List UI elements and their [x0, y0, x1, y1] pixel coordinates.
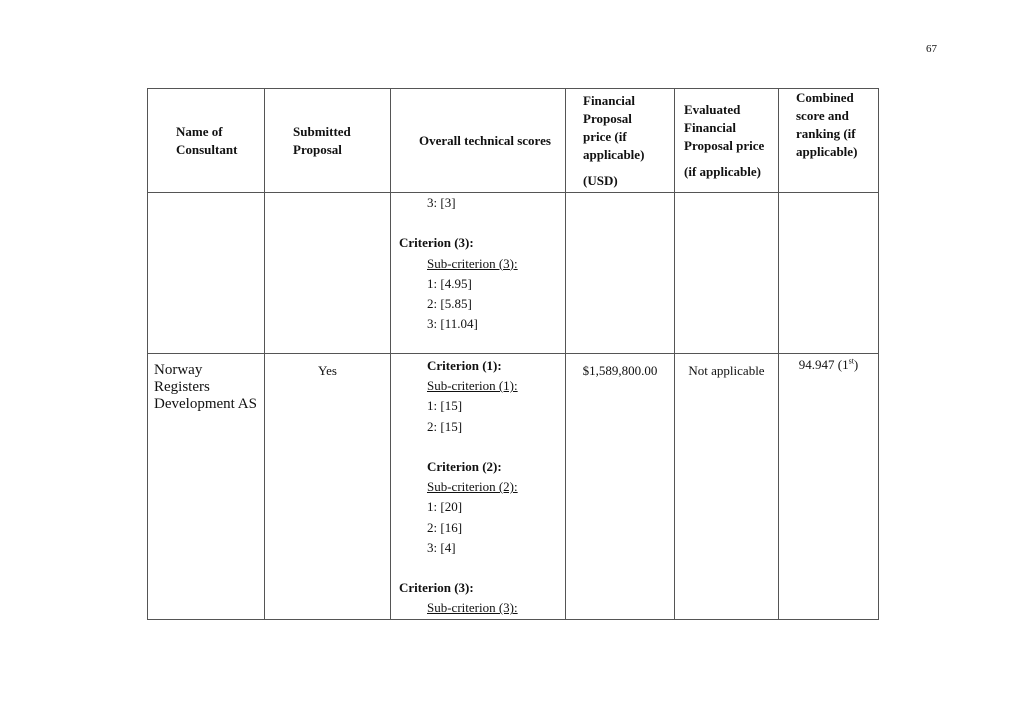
score-line: 2: [5.85]: [427, 296, 472, 311]
consultant-name-line: Registers: [154, 379, 210, 395]
submitted-value: Yes: [318, 363, 337, 378]
score-line: 1: [20]: [427, 499, 463, 515]
ranking-suffix: st: [848, 357, 854, 366]
consultant-name-line: Development AS: [154, 396, 257, 412]
sub-criterion-heading: Sub-criterion (3):: [427, 255, 518, 271]
sub-criterion-heading: Sub-criterion (2):: [427, 479, 518, 495]
sub-criterion-heading: Sub-criterion (3):: [427, 600, 518, 616]
cell-financial-empty: [566, 193, 675, 354]
criterion-heading: Criterion (3):: [399, 235, 474, 251]
cell-submitted-empty: [265, 193, 391, 354]
cell-evaluated-empty: [675, 193, 779, 354]
table-row-norway: [148, 354, 879, 620]
consultant-name-line: Norway: [154, 362, 203, 378]
header-row: [148, 89, 879, 193]
cell-financial-price: [566, 354, 675, 620]
table-row-continued: [148, 193, 879, 354]
financial-price-value: $1,589,800.00: [582, 363, 658, 378]
spacer: [399, 558, 565, 578]
technical-score-list: [399, 356, 565, 619]
header-financial-proposal-price: Financial Proposal price (if applicable) (USD): [566, 89, 675, 193]
cell-submitted-value: [265, 354, 391, 620]
cell-consultant-name: [148, 354, 265, 620]
score-line: 3: [4]: [427, 539, 456, 555]
page-number: 67: [926, 43, 937, 55]
header-name-of-consultant: Name of Consultant: [148, 89, 265, 193]
cell-consultant-empty: [148, 193, 265, 354]
cell-combined-empty: [779, 193, 879, 354]
score-line: 2: [15]: [427, 418, 463, 434]
header-overall-technical-scores: Overall technical scores: [391, 89, 566, 193]
score-line: 2: [16]: [427, 519, 463, 535]
header-submitted-proposal: Submitted Proposal: [265, 89, 391, 193]
combined-score-value: 94.947 (1st): [798, 357, 859, 373]
header-evaluated-financial-price: Evaluated Financial Proposal price (if applicable): [675, 89, 779, 193]
technical-score-list: [399, 193, 565, 334]
cell-technical-scores: [391, 354, 566, 620]
sub-criterion-heading: Sub-criterion (1):: [427, 378, 518, 394]
criterion-heading: Criterion (1):: [427, 358, 502, 373]
criterion-heading: Criterion (2):: [427, 459, 502, 474]
score-line: 3: [3]: [427, 195, 456, 210]
evaluation-table: [147, 88, 879, 620]
score-line: 3: [11.04]: [427, 316, 478, 332]
cell-evaluated-price: [675, 354, 779, 620]
spacer: [399, 213, 565, 233]
score-line: 1: [4.95]: [427, 275, 472, 291]
criterion-heading: Criterion (3):: [399, 580, 474, 596]
evaluated-price-value: Not applicable: [688, 363, 765, 378]
header-combined-score-ranking: Combined score and ranking (if applicable): [779, 89, 879, 193]
score-line: 1: [15]: [427, 398, 463, 414]
cell-technical-scores-continued: [391, 193, 566, 354]
spacer: [399, 437, 565, 457]
cell-combined-score: [779, 354, 879, 620]
